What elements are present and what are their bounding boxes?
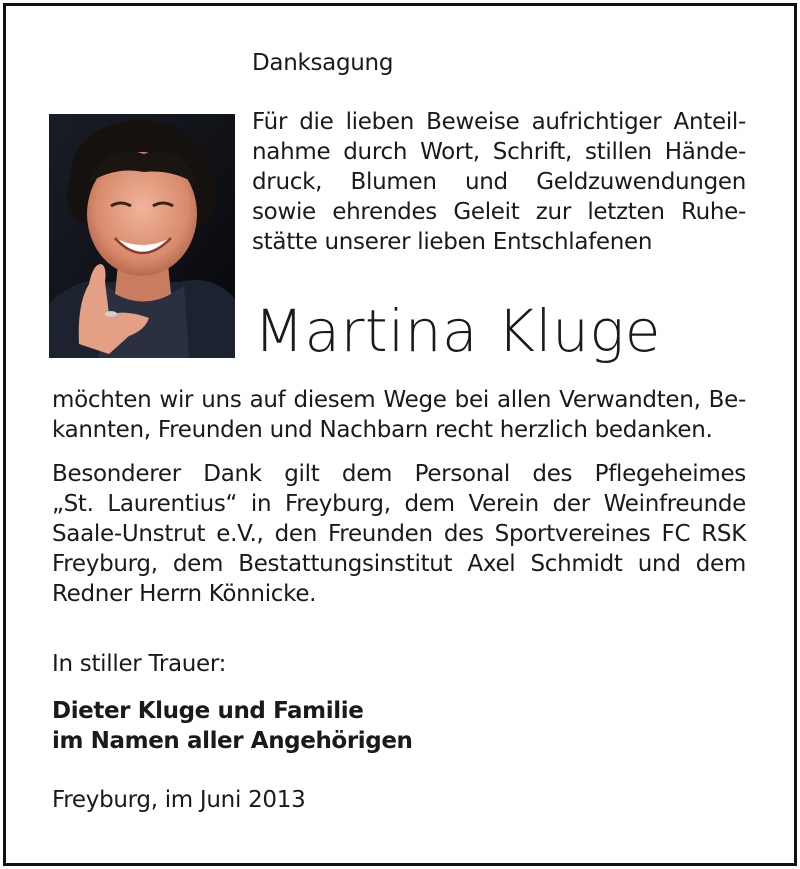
special-thanks-line: Saale-Unstrut e.V., den Freunden des Sportvereines FC RSK xyxy=(52,521,746,547)
intro-line: nahme durch Wort, Schrift, stillen Hände- xyxy=(252,139,746,165)
special-thanks-paragraph xyxy=(52,460,746,610)
signature-line: im Namen aller Angehörigen xyxy=(52,728,413,754)
intro-line: Für die lieben Beweise aufrichtiger Anteil- xyxy=(252,109,746,135)
thanks-line: kannten, Freunden und Nachbarn recht herzlich bedanken. xyxy=(52,417,713,443)
deceased-name: Martina Kluge xyxy=(254,297,661,365)
special-thanks-line: Redner Herrn Könnicke. xyxy=(52,581,317,607)
intro-line: stätte unserer lieben Entschlafenen xyxy=(252,229,653,255)
place-date: Freyburg, im Juni 2013 xyxy=(52,787,306,813)
special-thanks-line: Besonderer Dank gilt dem Personal des Pflegeheimes xyxy=(52,461,746,487)
portrait-photo xyxy=(49,114,235,358)
mourning-label: In stiller Trauer: xyxy=(52,651,227,677)
special-thanks-line: Freyburg, dem Bestattungsinstitut Axel Schmidt und dem xyxy=(52,551,746,577)
thanks-paragraph xyxy=(52,386,746,446)
signature-line: Dieter Kluge und Familie xyxy=(52,698,364,724)
thanks-line: möchten wir uns auf diesem Wege bei allen Verwandten, Be- xyxy=(52,387,746,413)
intro-line: druck, Blumen und Geldzuwendungen xyxy=(252,169,746,195)
special-thanks-line: „St. Laurentius“ in Freyburg, dem Verein der Weinfreunde xyxy=(52,491,746,517)
notice-heading: Danksagung xyxy=(252,50,394,76)
intro-line: sowie ehrendes Geleit zur letzten Ruhe- xyxy=(252,199,746,225)
signature-block xyxy=(52,696,413,756)
intro-text xyxy=(252,108,746,258)
